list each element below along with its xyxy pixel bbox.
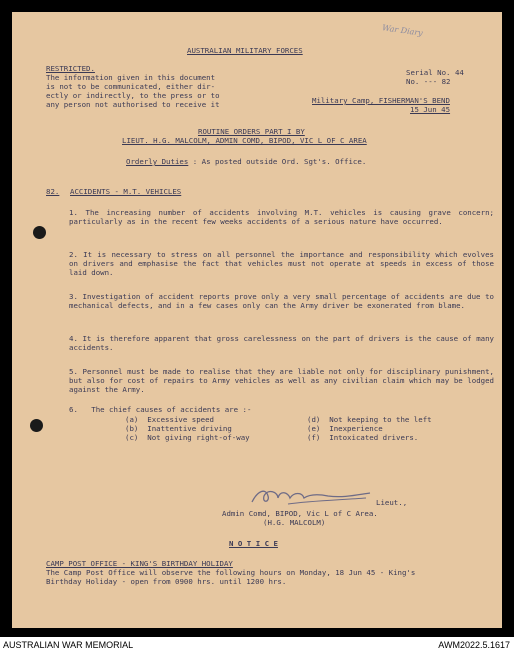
- notice-heading: N O T I C E: [229, 539, 278, 548]
- cause-c: (c) Not giving right-of-way: [125, 433, 250, 442]
- footer-source: AUSTRALIAN WAR MEMORIAL: [3, 640, 134, 650]
- orderly-duties: [126, 157, 366, 166]
- serial-number: Serial No. 44: [406, 68, 464, 77]
- signature-title: Admin Comd, BIPOD, Vic L of C Area.: [222, 509, 378, 518]
- orders-title: ROUTINE ORDERS PART I BY: [198, 127, 305, 136]
- camp-location: Military Camp, FISHERMAN'S BEND: [312, 96, 450, 105]
- orderly-text: : As posted outside Ord. Sgt's. Office.: [192, 157, 367, 166]
- notice-line-2: Birthday Holiday - open from 0900 hrs. until 1200 hrs.: [46, 577, 287, 586]
- signature-name: (H.G. MALCOLM): [263, 518, 326, 527]
- document-title: AUSTRALIAN MILITARY FORCES: [187, 46, 303, 55]
- punch-hole-bottom: [30, 419, 43, 432]
- punch-hole-top: [33, 226, 46, 239]
- restricted-line-4: any person not authorised to receive it: [46, 100, 220, 109]
- orders-by: LIEUT. H.G. MALCOLM, ADMIN COMD, BIPOD, VIC L OF C AREA: [122, 136, 367, 145]
- order-date: 15 Jun 45: [410, 105, 451, 114]
- order-number: No. --- 82: [406, 77, 451, 86]
- cause-b: (b) Inattentive driving: [125, 424, 232, 433]
- cause-e: (e) Inexperience: [307, 424, 383, 433]
- cause-a: (a) Excessive speed: [125, 415, 214, 424]
- signature-rank: Lieut.,: [376, 498, 408, 507]
- paragraph-2: 2. It is necessary to stress on all personnel the importance and responsibility which evolves on drivers and emphasise the fact that vehicles must not operate at speeds in excess of those laid down.: [69, 250, 494, 278]
- cause-f: (f) Intoxicated drivers.: [307, 433, 419, 442]
- footer-ref: AWM2022.5.1617: [438, 640, 510, 650]
- paragraph-3: 3. Investigation of accident reports prove only a very small percentage of accidents are due to mechanical defects, and in a few cases only can the Army driver be exonerated from blame.: [69, 292, 494, 311]
- signature-scrawl: [248, 486, 373, 508]
- restricted-line-1: The information given in this document: [46, 73, 216, 82]
- paragraph-5: 5. Personnel must be made to realise that they are liable not only for disciplinary punishment, but also for cost of repairs to Army vehicles as well as any civilian claim which may be lodged against the Army.: [69, 367, 494, 395]
- paragraph-4: 4. It is therefore apparent that gross carelessness on the part of drivers is the cause of many accidents.: [69, 334, 494, 353]
- notice-subheading: CAMP POST OFFICE - KING'S BIRTHDAY HOLIDAY: [46, 559, 233, 568]
- restricted-line-2: is not to be communicated, either dir-: [46, 82, 216, 91]
- section-number: 82.: [46, 187, 60, 196]
- cause-d: (d) Not keeping to the left: [307, 415, 432, 424]
- orderly-label: Orderly Duties: [126, 157, 189, 166]
- footer-bar: [0, 637, 514, 653]
- notice-line-1: The Camp Post Office will observe the following hours on Monday, 18 Jun 45 - King's: [46, 568, 416, 577]
- section-title: ACCIDENTS - M.T. VEHICLES: [70, 187, 182, 196]
- paragraph-1: 1. The increasing number of accidents involving M.T. vehicles is causing grave concern; particularly as in the recent few weeks accidents of a serious nature have occurred.: [69, 208, 494, 227]
- handwritten-note: War Diary: [381, 23, 424, 38]
- causes-intro: 6. The chief causes of accidents are :-: [69, 405, 252, 414]
- document-page: [12, 12, 502, 628]
- restricted-line-3: ectly or indirectly, to the press or to: [46, 91, 220, 100]
- restricted-heading: RESTRICTED.: [46, 64, 95, 73]
